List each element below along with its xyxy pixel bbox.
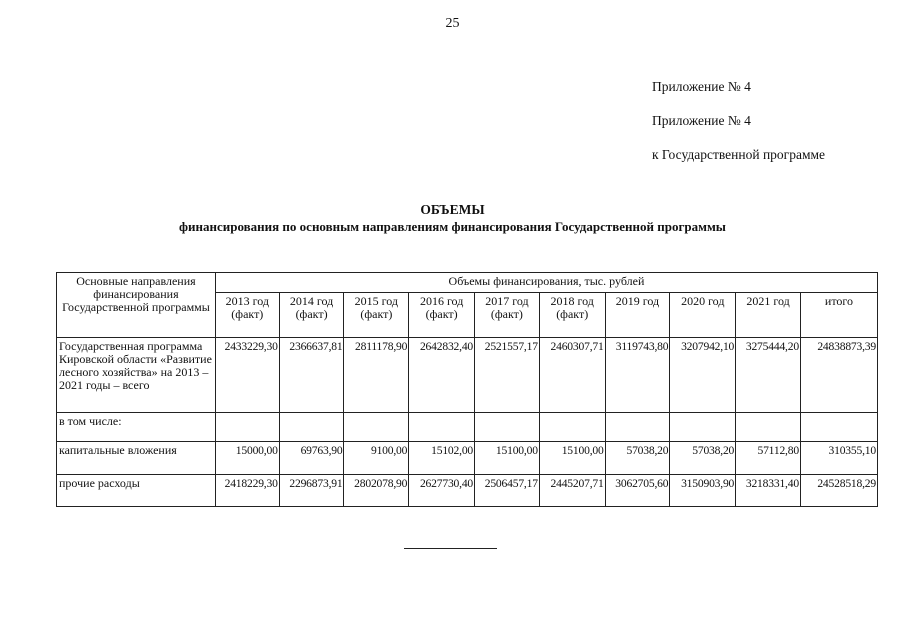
table-cell	[670, 413, 736, 442]
table-cell-total: 24838873,39	[800, 338, 877, 413]
table-row	[57, 442, 878, 475]
table-header-row	[57, 273, 878, 293]
year-header: 2021 год	[736, 293, 801, 338]
table-cell	[736, 413, 801, 442]
table-cell: 3218331,40	[736, 475, 801, 507]
appendix-line-3: к Государственной программе	[652, 147, 826, 162]
appendix-line-2: Приложение № 4	[652, 113, 751, 128]
table-cell: 2366637,81	[279, 338, 344, 413]
year-header: 2013 год (факт)	[215, 293, 279, 338]
financing-table	[56, 272, 878, 507]
year-header: 2018 год (факт)	[539, 293, 605, 338]
table-cell: 57112,80	[736, 442, 801, 475]
table-cell: 2811178,90	[344, 338, 409, 413]
table-row	[57, 413, 878, 442]
table-cell: 2445207,71	[539, 475, 605, 507]
year-header: 2015 год (факт)	[344, 293, 409, 338]
table-cell: 2521557,17	[475, 338, 540, 413]
column-group-header: Объемы финансирования, тыс. рублей	[215, 273, 877, 293]
table-cell	[475, 413, 540, 442]
table-cell: 2418229,30	[215, 475, 279, 507]
table-cell: 2433229,30	[215, 338, 279, 413]
total-header: итого	[800, 293, 877, 338]
table-cell: 2296873,91	[279, 475, 344, 507]
table-cell-total: 24528518,29	[800, 475, 877, 507]
table-cell: 3062705,60	[605, 475, 670, 507]
table-cell: 57038,20	[670, 442, 736, 475]
table-cell: 9100,00	[344, 442, 409, 475]
closing-rule	[404, 548, 497, 549]
row-label: капитальные вложения	[57, 442, 216, 475]
table-cell	[605, 413, 670, 442]
year-header: 2019 год	[605, 293, 670, 338]
appendix-line-1: Приложение № 4	[652, 79, 751, 94]
year-header: 2017 год (факт)	[475, 293, 540, 338]
table-cell	[215, 413, 279, 442]
row-label: прочие расходы	[57, 475, 216, 507]
year-header: 2020 год	[670, 293, 736, 338]
table-cell	[539, 413, 605, 442]
table-cell: 57038,20	[605, 442, 670, 475]
table-cell: 69763,90	[279, 442, 344, 475]
table-cell	[279, 413, 344, 442]
table-row	[57, 475, 878, 507]
table-cell-total	[800, 413, 877, 442]
row-label: Государственная программа Кировской области «Развитие лесного хозяйства» на 2013 – 2021 годы – всего	[57, 338, 216, 413]
table-cell: 15102,00	[409, 442, 475, 475]
table-cell: 15100,00	[475, 442, 540, 475]
document-subtitle: финансирования по основным направлениям финансирования Государственной программы	[179, 219, 726, 234]
table-cell: 15000,00	[215, 442, 279, 475]
year-header: 2014 год (факт)	[279, 293, 344, 338]
table-cell-total: 310355,10	[800, 442, 877, 475]
table-cell: 3119743,80	[605, 338, 670, 413]
table-cell: 3150903,90	[670, 475, 736, 507]
row-label: в том числе:	[57, 413, 216, 442]
document-title: ОБЪЕМЫ	[420, 202, 485, 217]
table-cell: 15100,00	[539, 442, 605, 475]
table-row	[57, 338, 878, 413]
table-cell: 3275444,20	[736, 338, 801, 413]
table-cell: 2642832,40	[409, 338, 475, 413]
table-cell: 3207942,10	[670, 338, 736, 413]
table-cell: 2460307,71	[539, 338, 605, 413]
table-cell	[409, 413, 475, 442]
table-cell: 2506457,17	[475, 475, 540, 507]
table-cell	[344, 413, 409, 442]
page-number: 25	[445, 16, 460, 31]
column-header-directions: Основные направления финансирования Государственной программы	[57, 273, 216, 338]
table-cell: 2627730,40	[409, 475, 475, 507]
table-cell: 2802078,90	[344, 475, 409, 507]
year-header: 2016 год (факт)	[409, 293, 475, 338]
